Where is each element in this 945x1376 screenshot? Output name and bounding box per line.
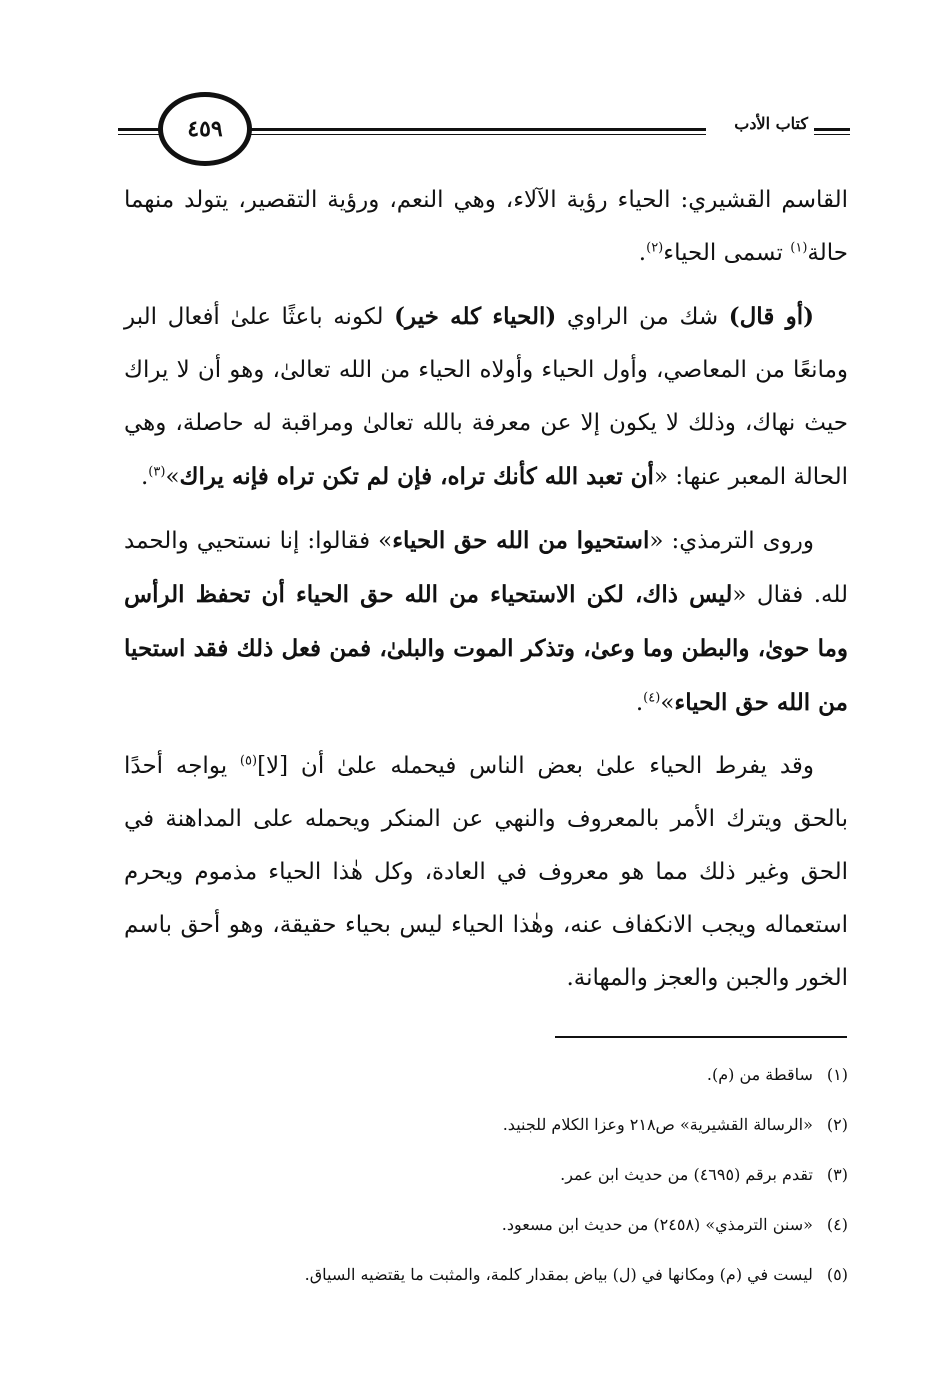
page-header bbox=[118, 88, 850, 174]
footnote-number: (٤) bbox=[826, 1215, 848, 1234]
p3-text-c: » bbox=[660, 690, 675, 716]
p3-text-b: » فقالوا: إنا نستحيي والحمد لله. فقال « bbox=[124, 528, 848, 608]
chapter-title: كتاب الأدب bbox=[734, 114, 808, 133]
footnote-ref-3: (٣) bbox=[148, 464, 166, 480]
paragraph-1 bbox=[124, 174, 848, 280]
p2-bold-b: (الحياء كله خير) bbox=[394, 303, 557, 330]
footnote-3 bbox=[124, 1150, 848, 1200]
footnote-2 bbox=[124, 1100, 848, 1150]
footnote-number: (١) bbox=[826, 1065, 848, 1084]
footnote-number: (٢) bbox=[826, 1115, 848, 1134]
footnote-1 bbox=[124, 1050, 848, 1100]
header-rule-right bbox=[814, 128, 850, 131]
footnote-text: ليست في (م) ومكانها في (ل) بياض بمقدار كلمة، والمثبت ما يقتضيه السياق. bbox=[304, 1265, 813, 1284]
p2-text-d: . bbox=[140, 464, 149, 490]
p3-text-a: وروى الترمذي: « bbox=[649, 528, 814, 554]
footnote-ref-5: (٥) bbox=[239, 753, 258, 769]
p1-text-b: تسمى الحياء bbox=[663, 240, 791, 266]
p4-text-b: يواجه أحدًا بالحق ويترك الأمر بالمعروف والنهي عن المنكر ويحمله على المداهنة في الحق وغير ذلك مما هو معروف في العادة، وكل هٰذا الحياء مذموم ويحرم استعماله ويجب الانكفاف عنه، وهٰذا الحياء ليس بحياء حقيقة، وهو أحق باسم الخور والجبن والعجز والمهانة. bbox=[124, 753, 848, 991]
p3-bold-a: استحيوا من الله حق الحياء bbox=[392, 527, 650, 554]
p4-text-a: وقد يفرط الحياء علىٰ بعض الناس فيحمله علىٰ أن [لا] bbox=[257, 753, 814, 779]
p2-text-c: » bbox=[165, 464, 180, 490]
footnote-number: (٣) bbox=[826, 1165, 848, 1184]
footnote-ref-4: (٤) bbox=[643, 690, 661, 706]
footnote-5 bbox=[124, 1250, 848, 1300]
footnote-text: «الرسالة القشيرية» ص٢١٨ وعزا الكلام للجنيد. bbox=[502, 1115, 813, 1134]
header-rule-middle-thin bbox=[246, 134, 706, 135]
footnote-separator bbox=[555, 1036, 847, 1038]
footnote-ref-1: (١) bbox=[790, 240, 808, 256]
page-number: ٤٥٩ bbox=[158, 92, 252, 166]
paragraph-3 bbox=[124, 514, 848, 730]
p1-text-c: . bbox=[638, 240, 647, 266]
footnote-text: ساقطة من (م). bbox=[706, 1065, 813, 1084]
footnote-ref-2: (٢) bbox=[646, 240, 664, 256]
p2-bold-a: (أو قال) bbox=[728, 303, 814, 330]
header-rule-middle bbox=[246, 128, 706, 131]
paragraph-4 bbox=[124, 740, 848, 1005]
header-rule-right-thin bbox=[814, 134, 850, 135]
p2-text-b: لكونه باعثًا علىٰ أفعال البر ومانعًا من المعاصي، وأول الحياء وأولاه الحياء من الله تعالىٰ، وهو أن لا يراك حيث نهاك، وذلك لا يكون إلا عن معرفة بالله تعالىٰ ومراقبة له حاصلة، وهي الحالة المعبر عنها: « bbox=[124, 304, 848, 490]
p3-bold-b: ليس ذاك، لكن الاستحياء من الله حق الحياء أن تحفظ الرأس وما حوىٰ، والبطن وما وعىٰ، وتذكر الموت والبلىٰ، فمن فعل ذلك فقد استحيا من الله حق الحياء bbox=[124, 581, 848, 716]
main-text bbox=[124, 174, 848, 1015]
footnote-4 bbox=[124, 1200, 848, 1250]
p2-bold-c: أن تعبد الله كأنك تراه، فإن لم تكن تراه فإنه يراك bbox=[179, 463, 654, 490]
p1-text-a: القاسم القشيري: الحياء رؤية الآلاء، وهي النعم، ورؤية التقصير، يتولد منهما حالة bbox=[124, 187, 849, 266]
paragraph-2 bbox=[124, 290, 848, 504]
footnotes bbox=[124, 1050, 848, 1300]
p2-text-a: شك من الراوي bbox=[556, 304, 729, 330]
p3-text-d: . bbox=[635, 690, 644, 716]
footnote-text: تقدم برقم (٤٦٩٥) من حديث ابن عمر. bbox=[560, 1165, 813, 1184]
footnote-number: (٥) bbox=[826, 1265, 848, 1284]
footnote-text: «سنن الترمذي» (٢٤٥٨) من حديث ابن مسعود. bbox=[501, 1215, 813, 1234]
